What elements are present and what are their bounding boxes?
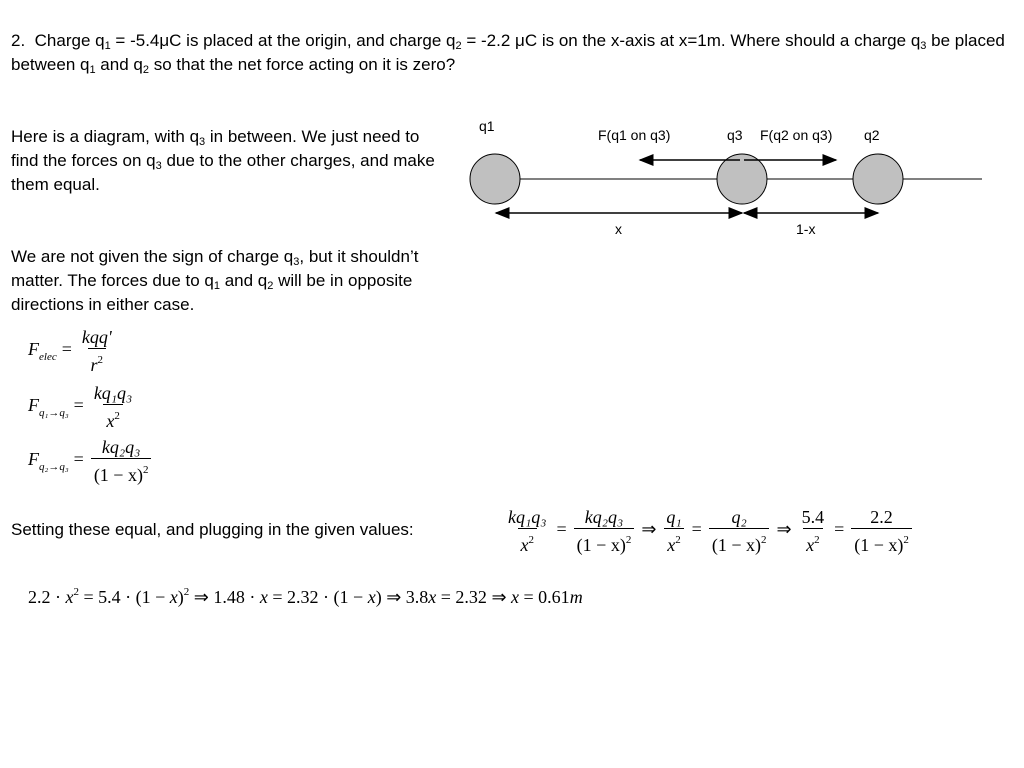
setting-equal-text: Setting these equal, and plugging in the given values:	[11, 520, 414, 539]
f23-label: F(q2 on q3)	[760, 127, 833, 143]
charge-q1-circle	[470, 154, 520, 204]
charge-q3-circle	[717, 154, 767, 204]
one-minus-x-label: 1-x	[796, 221, 816, 237]
sign-paragraph: We are not given the sign of charge $q_3$, but it shouldn’t matter. The forces due to $q_1$ and $q_2$ will be in opposite directions in either case.	[11, 247, 419, 314]
x-distance-label: x	[615, 221, 622, 237]
equation-force-q2-q3: $F_{q_2\to q_3}$ = $\frac{\text{kq₂q₃}}{(1 - x)^2}$	[28, 436, 153, 486]
q2-label: q2	[864, 127, 880, 143]
problem-statement: 2. Charge $q_1 = -5.4\mu C$ is placed at the origin, and charge $q_2 = -2.2$ μC is on the x-axis at x=1m. Where should a charge $q_3$ be placed between $q_1$ and $q_2$ so that the net force acting on it is zero?	[11, 31, 1005, 76]
equation-force-q1-q3: $F_{q_1\to q_3}$ = $\frac{\text{kq₁q₃}}{x^2}$	[28, 383, 133, 431]
charge-q2-circle	[853, 154, 903, 204]
equation-coulomb-law: $F_{elec}$ = $\frac{\text{kqq'}}{r^2}$	[28, 327, 112, 375]
equation-solution: $2.2 \cdot x^2 = 5.4 \cdot (1 - x)^2$ ⇒ 1.48 · x = 2.32 · (1 − x) ⇒ 3.8x = 2.32 ⇒ x = 0.61m	[28, 586, 583, 607]
q3-label: q3	[727, 127, 743, 143]
equation-forces-equal: $\frac{\text{kq₁q₃}}{x^2}$ = $\frac{\text{kq₂q₃}}{(1 - x)^2}$ ⇒ $\frac{\text{q₁}}{x^2}$ = $\frac{\text{q₂}}{(1 - x)^2}$ ⇒ $\frac{5.4}{x^2}$ = $\frac{2.2}{(1 - x)^2}$	[503, 506, 914, 556]
q1-label: q1	[479, 118, 495, 134]
f13-label: F(q1 on q3)	[598, 127, 671, 143]
intro-paragraph: Here is a diagram, with $q_3$ in between. We just need to find the forces on $q_3$ due to the other charges, and make them equal.	[11, 127, 435, 194]
